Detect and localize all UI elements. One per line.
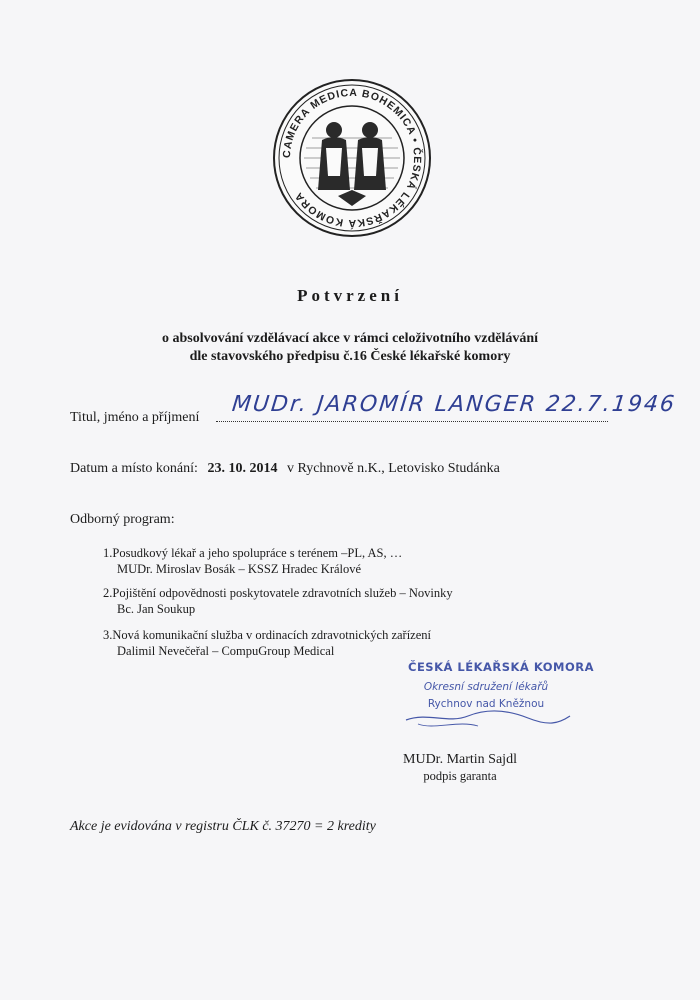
program-item-3-speaker: Dalimil Nevečeřal – CompuGroup Medical (117, 644, 335, 658)
date-value: 23. 10. 2014 (207, 461, 278, 476)
date-label: Datum a místo konání: (70, 461, 198, 476)
stamp-line-1: ČESKÁ LÉKAŘSKÁ KOMORA (408, 660, 594, 674)
program-item-1-title: 1.Posudkový lékař a jeho spolupráce s terénem –PL, AS, … (103, 546, 403, 560)
place-value: v Rychnově n.K., Letovisko Studánka (286, 461, 500, 476)
stamp-line-2: Okresní sdružení lékařů (423, 681, 549, 693)
name-dotted-line (216, 421, 608, 422)
program-item-1-speaker: MUDr. Miroslav Bosák – KSSZ Hradec Králové (117, 562, 362, 576)
seal-ring-text: CAMERA MEDICA BOHEMICA • ČESKÁ LÉKAŘSKÁ KOMORA (280, 86, 424, 230)
registry-footer: Akce je evidována v registru ČLK č. 37270 = 2 kredity (70, 819, 376, 834)
name-label: Titul, jméno a příjmení (70, 410, 200, 425)
chamber-seal-logo (272, 78, 432, 238)
subtitle-line-1: o absolvování vzdělávací akce v rámci celoživotního vzdělávání (161, 331, 539, 346)
subtitle-line-2: dle stavovského předpisu č.16 České lékařské komory (189, 349, 511, 364)
document-title: Potvrzení (297, 286, 403, 305)
handwritten-name: MUDr. JAROMÍR LANGER 22.7.1946 (230, 392, 678, 417)
stamp-line-3: Rychnov nad Kněžnou (427, 698, 545, 710)
garant-role: podpis garanta (423, 769, 497, 783)
program-item-2-speaker: Bc. Jan Soukup (117, 602, 196, 616)
signature-scribble (398, 690, 578, 740)
garant-name: MUDr. Martin Sajdl (403, 752, 517, 767)
program-item-2-title: 2.Pojištění odpovědnosti poskytovatele zdravotních služeb – Novinky (103, 586, 453, 600)
date-row (70, 461, 500, 477)
program-item-3-title: 3.Nová komunikační služba v ordinacích zdravotnických zařízení (103, 628, 432, 642)
program-label: Odborný program: (70, 512, 175, 527)
